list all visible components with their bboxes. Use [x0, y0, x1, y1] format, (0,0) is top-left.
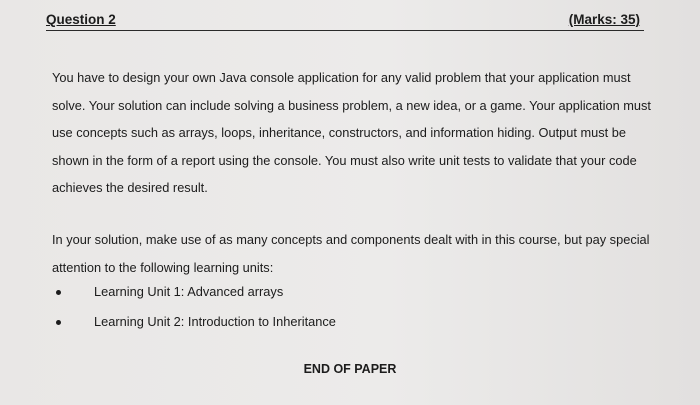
learning-units-intro: In your solution, make use of as many concepts and components dealt with in this course, but pay special attention to the following learning units: — [52, 232, 650, 275]
end-of-paper: END OF PAPER — [303, 362, 397, 376]
question-instructions: You have to design your own Java console application for any valid problem that your application must solve. Your solution can include solving a business problem, a new idea, or a game. Your application must use concepts such as arrays, loops, inheritance, constructors, and information hiding. Output must be shown in the form of a report using the console. You must also write unit tests to validate that your code achieves the desired result. — [52, 70, 651, 195]
question-header — [46, 10, 644, 31]
bullet-icon — [56, 320, 61, 325]
list-item — [56, 310, 556, 340]
learning-unit-2: Learning Unit 2: Introduction to Inheritance — [94, 314, 336, 329]
list-item — [56, 280, 556, 310]
learning-unit-1: Learning Unit 1: Advanced arrays — [94, 284, 284, 299]
marks-label: (Marks: 35) — [568, 12, 640, 27]
question-title: Question 2 — [46, 12, 116, 27]
bullet-icon — [56, 290, 61, 295]
learning-units-list — [56, 280, 556, 340]
